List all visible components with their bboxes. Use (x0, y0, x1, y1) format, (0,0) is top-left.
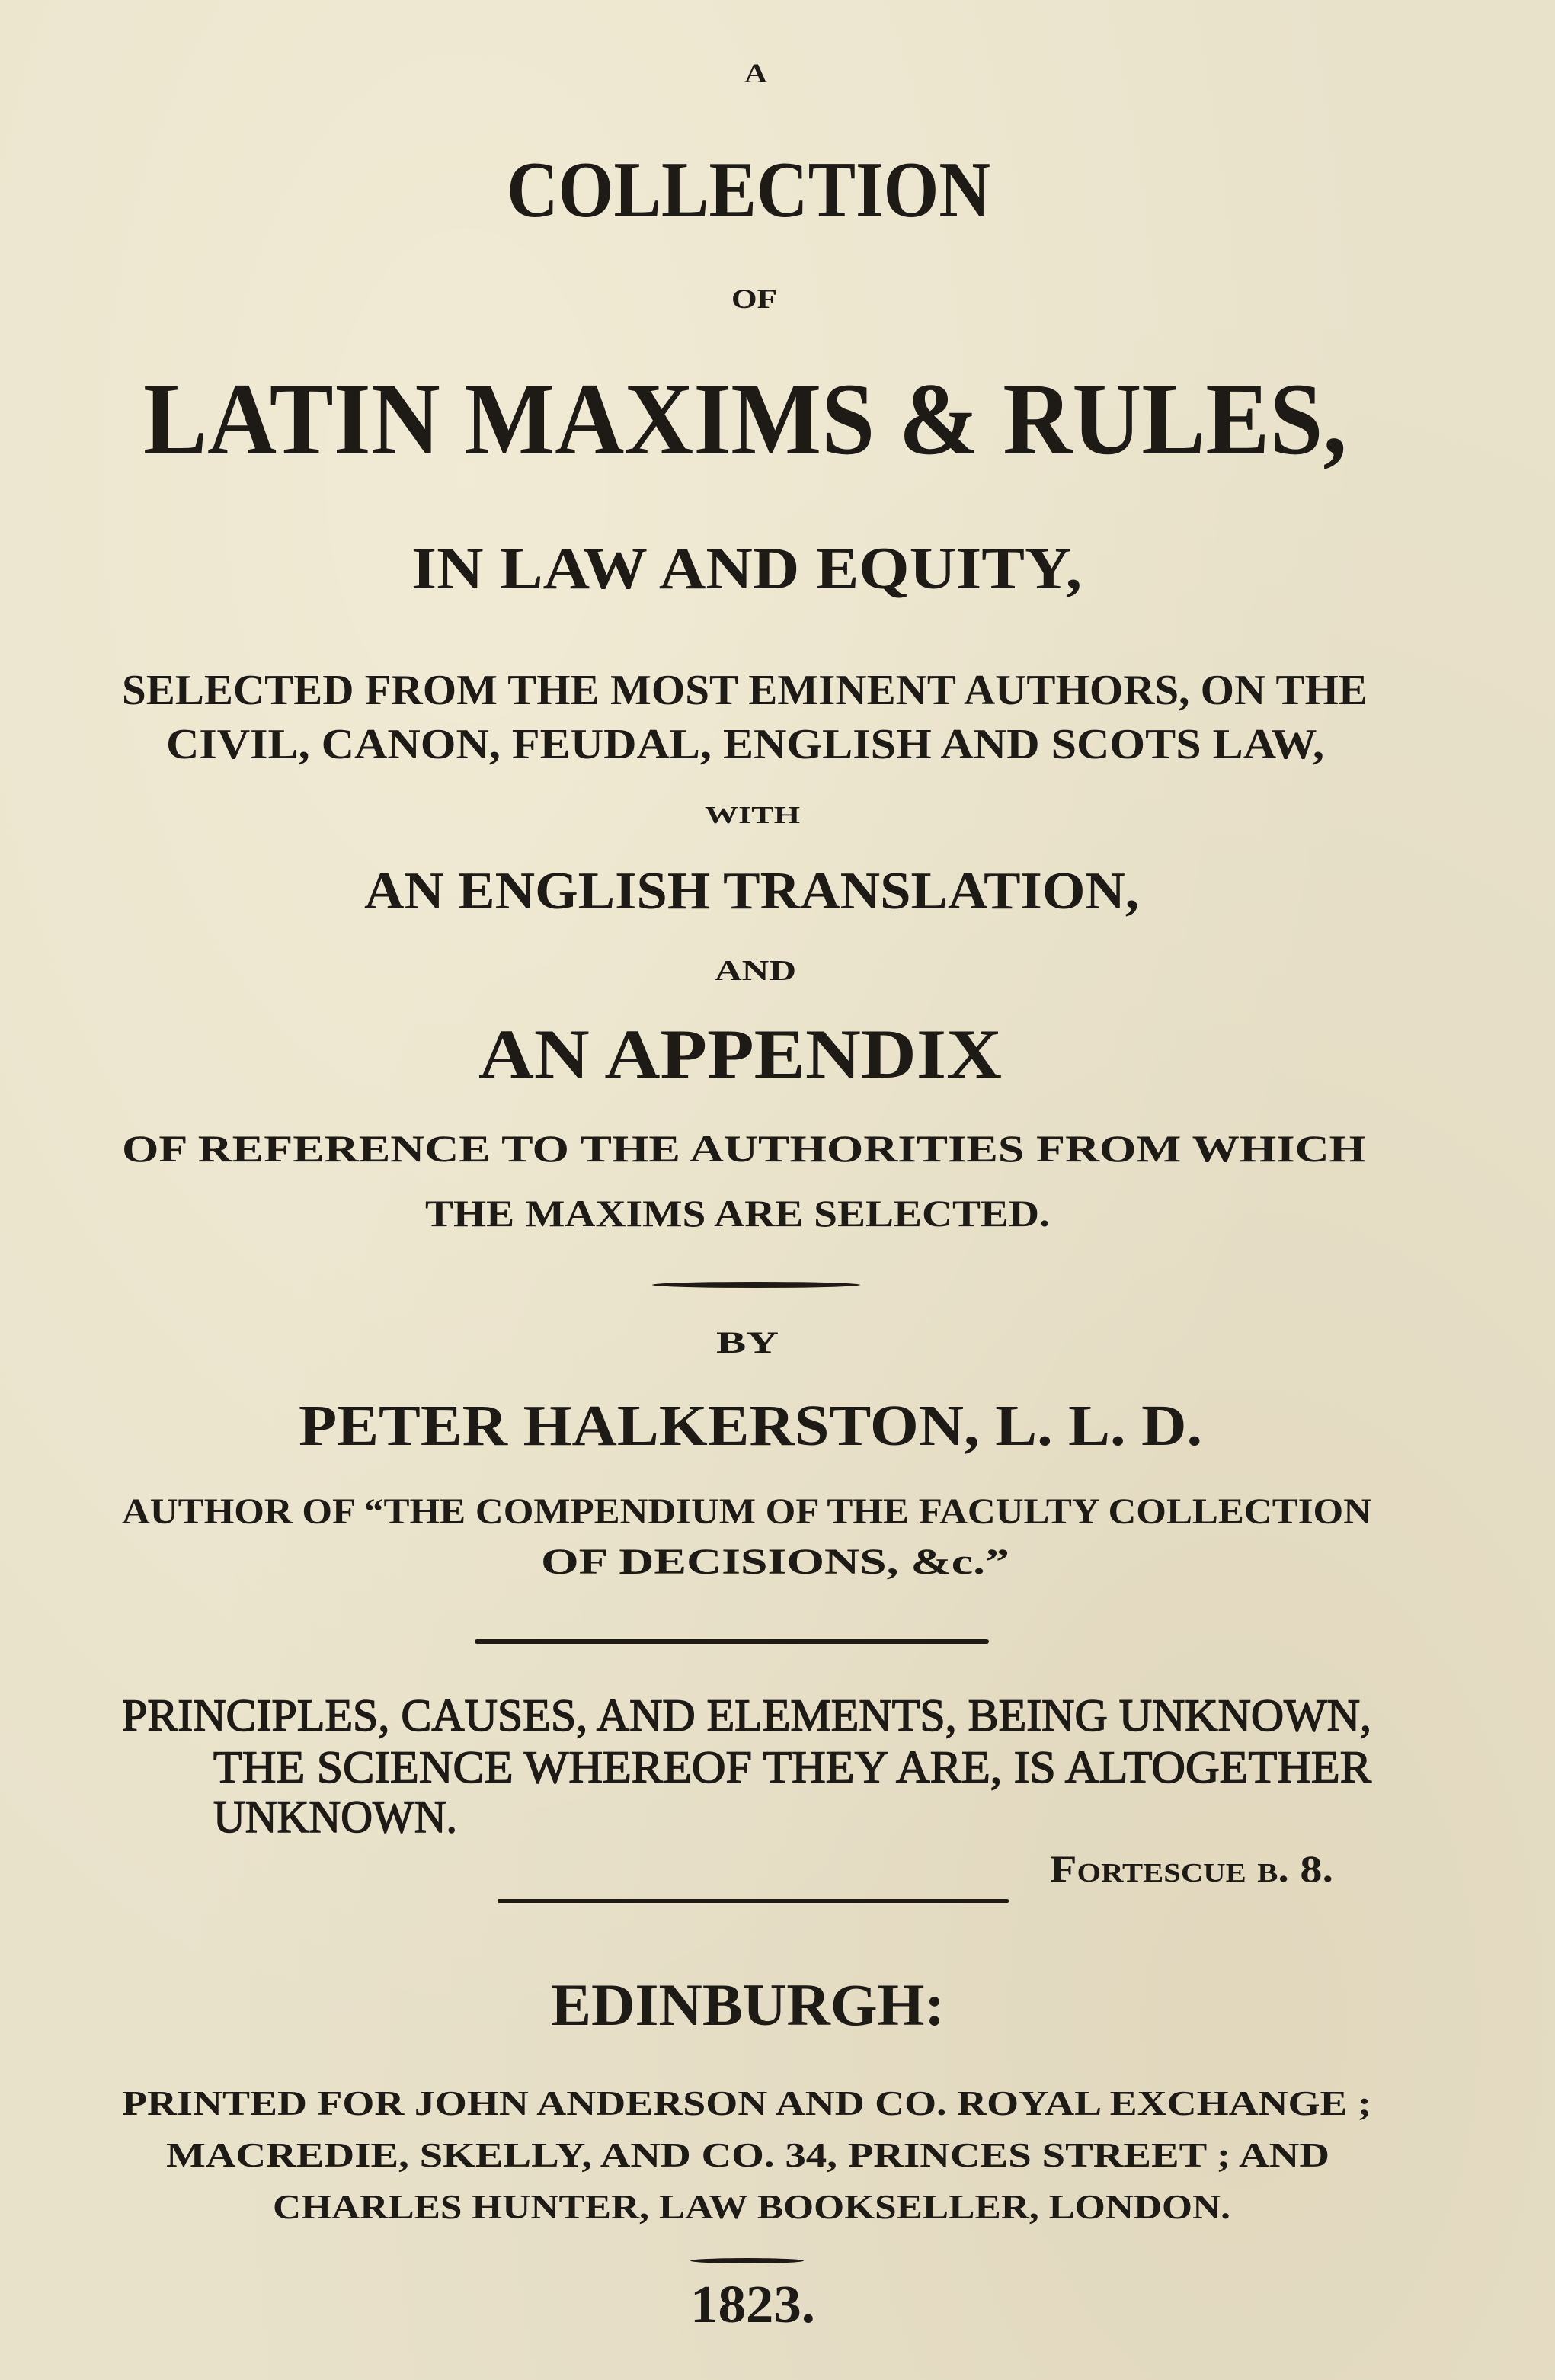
epigraph-line-1: PRINCIPLES, CAUSES, AND ELEMENTS, BEING UNKNOWN, (122, 1690, 1371, 1741)
epigraph-source: Fortescue b. 8. (1050, 1847, 1333, 1890)
reference-line-2: THE MAXIMS ARE SELECTED. (425, 1192, 1050, 1235)
publication-year: 1823. (690, 2276, 815, 2334)
imprint-line-1: PRINTED FOR JOHN ANDERSON AND CO. ROYAL EXCHANGE ; (122, 2084, 1371, 2122)
title-collection: COLLECTION (507, 145, 990, 234)
title-article: A (744, 58, 767, 88)
selected-line-2: CIVIL, CANON, FEUDAL, ENGLISH AND SCOTS LAW, (166, 721, 1324, 768)
epigraph-line-2: THE SCIENCE WHEREOF THEY ARE, IS ALTOGETHER (213, 1742, 1371, 1792)
title-of: OF (731, 283, 777, 314)
author-name: PETER HALKERSTON, L. L. D. (299, 1394, 1202, 1458)
appendix-title: AN APPENDIX (478, 1015, 1002, 1093)
by-label: BY (716, 1325, 779, 1360)
author-note-line-2: OF DECISIONS, &c.” (541, 1542, 1009, 1582)
main-title: LATIN MAXIMS & RULES, (143, 363, 1347, 476)
author-note-line-1: AUTHOR OF “THE COMPENDIUM OF THE FACULTY COLLECTION (122, 1491, 1371, 1532)
selected-line-1: SELECTED FROM THE MOST EMINENT AUTHORS, ON THE (122, 667, 1368, 714)
reference-line-1: OF REFERENCE TO THE AUTHORITIES FROM WHICH (122, 1127, 1366, 1170)
imprint-line-2: MACREDIE, SKELLY, AND CO. 34, PRINCES STREET ; AND (166, 2135, 1329, 2174)
divider-rule (652, 1282, 860, 1288)
epigraph-line-3: UNKNOWN. (213, 1792, 457, 1842)
divider-rule (475, 1639, 989, 1644)
city: EDINBURGH: (551, 1972, 945, 2038)
and-label: AND (715, 955, 796, 987)
subtitle: IN LAW AND EQUITY, (411, 535, 1082, 601)
translation-line: AN ENGLISH TRANSLATION, (364, 862, 1139, 921)
imprint-line-3: CHARLES HUNTER, LAW BOOKSELLER, LONDON. (273, 2187, 1230, 2226)
divider-rule (690, 2258, 804, 2263)
with-label: WITH (705, 801, 800, 828)
divider-rule (498, 1899, 1009, 1903)
